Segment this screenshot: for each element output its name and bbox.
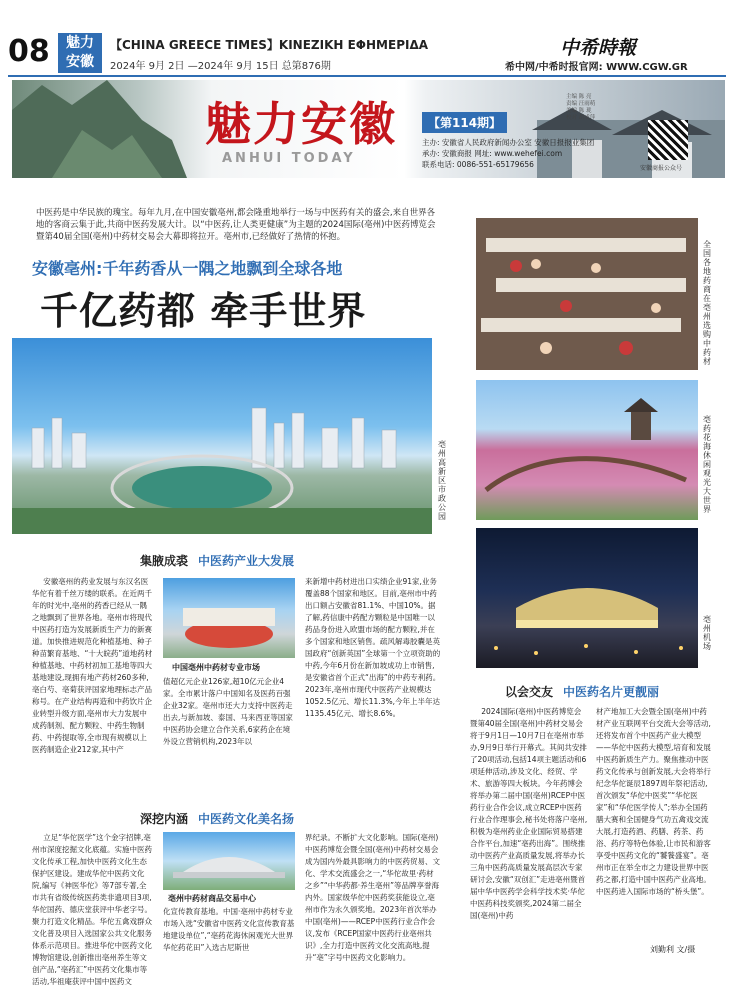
byline: 刘勤利 文/摄 — [650, 945, 696, 954]
newspaper-logo: 中希時報 — [560, 37, 637, 59]
section-industry-heading — [140, 552, 294, 569]
section-tag-text: 魅力安徽 — [66, 35, 94, 70]
market-photo — [163, 578, 295, 658]
section-culture-title: 深挖内涵 — [140, 812, 189, 826]
city-photo-art — [12, 338, 432, 534]
masthead: 【CHINA GREECE TIMES】KINEZIKH EΦHMEPIΔA — [110, 38, 429, 52]
banner-title: 魅力安徽 — [205, 97, 397, 151]
date-line: 2024年 9月 2日 —2024年 9月 15日 总第876期 — [110, 61, 331, 72]
organizer-line: 承办: 安徽商报 网址: www.wehefei.com — [422, 149, 563, 158]
column-expo-2: 材产地加工大会暨全国(亳州)中药材产业互联网平台交流大会等活动,还将发布首个中医药产业大模型——华佗中医药大模型,培育和发展中医药新质生产力。聚焦推动中医药文化传承与创新发展,大会将举行纪念华佗诞辰1897周年祭祀活动,首次颁发“华佗中医奖”“华佗医家”和“华佗医学传人”;举办全国药膳大赛和全国健身气功五禽戏交流大展,打造药酒、药膳、药茶、药浴、药疗等特色体验,让市民和游客享受中医药文化的“饕餮盛宴”。亳州市正在举全市之力建设世界中医药之都,打造中国中医药产业高地。中医药进入国际市场的“桥头堡”。 — [596, 707, 711, 896]
section-industry-title: 集腋成裘 — [140, 554, 189, 568]
trade-center-photo-art — [163, 832, 295, 890]
section-culture-heading — [140, 810, 294, 827]
qr-label: 安徽商报公众号 — [640, 165, 683, 172]
qr-code[interactable] — [648, 120, 688, 160]
trade-center-photo — [163, 832, 295, 890]
staff-line: 校对 胡成萍 — [566, 115, 596, 121]
flowers-caption: 亳药花海休闲观光大世界 — [703, 415, 711, 514]
city-photo — [12, 338, 432, 534]
column-culture-1: 立足“华佗医学”这个金字招牌,亳州市深度挖掘文化底蕴。实施中医药文化传承工程,加快中医药文化生态保护区建设。建成华佗中医药文化院,编写《神医华佗》等7部专著,全市共有省级传统医药类非遗项目3项,华佗国药、德庆堂获评中华老字号。聚力打造文化精品。华佗五禽戏群众文化普及项目入选国家公共文化服务体系示范项目。推进华佗中医药文化博物馆建设,创新推出亳州养生等文创产品,“亳药汇”中医药文化集市等活动,华祖庵获评中国中医药文 — [32, 833, 152, 986]
airport-caption: 亳州机场 — [703, 615, 711, 651]
column-culture-2: 化宣传教育基地。中国·亳州中药材专业市场入选“安徽省中医药文化宣传教育基地建设单位”,“亳药花海休闲观光大世界华佗药花田”入选古尼斯世 — [163, 907, 295, 952]
issue-badge: 【第114期】 — [422, 112, 507, 133]
staff-line: 美编 陈 珑 — [566, 108, 592, 114]
column-industry-1: 安徽亳州的药业发展与东汉名医华佗有着千丝万缕的联系。在近两千年的时光中,亳州的药香已经从一隅之地飘到了世界各地。亳州市将现代中医药打造为发展新质生产力的新赛道。加快推进规范化种植基地、种子种苗繁育基地、“十大皖药”道地药材种植基地、中药材初加工基地等四大基地建设,现拥有地产药材260多种,亳白芍、亳菊获评国家地理标志产品称号。在产业结构再造和中药饮片企业转型升级方面,亳州市大力发展中成药制剂、配方颗粒、中药生物制药、中药提取等,全市现有规模以上医药制造企业212家,其中产 — [32, 577, 153, 754]
city-caption: 亳州高新区市政公园 — [438, 440, 446, 521]
section-expo-heading — [505, 683, 659, 700]
airport-photo — [476, 528, 698, 668]
section-expo-subtitle: 中医药名片更靓丽 — [563, 685, 660, 699]
website-line[interactable]: 希中网/中希时报官网: WWW.CGW.GR — [505, 62, 688, 73]
expo-caption: 全国各地药商在亳州选购中药材 — [703, 240, 711, 366]
expo-photo-art — [476, 218, 698, 370]
flower-field-photo — [476, 380, 698, 520]
page-number: 08 — [8, 34, 50, 69]
market-photo-art — [163, 578, 295, 658]
header-rule — [8, 75, 726, 77]
column-expo-1: 2024国际(亳州)中医药博览会暨第40届全国(亳州)中药材交易会将于9月1日—10月7日在亳州市举办,9月9日举行开幕式。其间共安排了20项活动,包括14项主题活动和6项延伸活动,涉及文化、经贸、学术、旅游等四大板块。今年药博会将举办第二届中国(亳州)RCEP中医药行业合作会议,成立RCEP中医药行业合作理事会,秘书处将落户亳州,积极为亳州药业企业国际贸易搭建合作平台,加速“亳药出海”。围绕推动中医药产业高质量发展,将举办长三角中医药高质量发展高层次专家研讨会,安徽“双创汇”走进亳州暨首届中华中医药学会科学技术奖·华佗中医药科技奖颁奖,2024第二届全国(亳州)中药 — [470, 707, 588, 920]
market-caption: 中国亳州中药材专业市场 — [172, 663, 260, 672]
expo-photo — [476, 218, 698, 370]
flower-field-photo-art — [476, 380, 698, 520]
banner-subtitle: ANHUI TODAY — [222, 151, 356, 166]
airport-photo-art — [476, 528, 698, 668]
main-headline: 千亿药都 牵手世界 — [40, 289, 367, 333]
column-industry-3: 来新增中药材进出口实绩企业91家,业务覆盖88个国家和地区。目前,亳州市中药出口额占安徽省81.1%、中国10%。据了解,药信康中药配方颗粒是中国唯一以药品身份进入欧盟市场的配方颗粒,并在多个国家和地区销售。疏风解毒胶囊是英国政府“创新英国”全球第一个立项资助的中药,今年6月份在新加坡成功上市销售,是安徽省首个正式“出海”的中药专利药。2023年,亳州市现代中医药产业规模达1052.5亿元、增长11.3%,今年上半年达1135.45亿元、增长8.6%。 — [305, 577, 441, 718]
staff-line: 责编 汪雨萌 — [566, 101, 596, 107]
section-expo-title: 以会交友 — [505, 685, 554, 699]
lead-paragraph: 中医药是中华民族的瑰宝。每年九月,在中国安徽亳州,都会隆重地举行一场与中医药有关的盛会,来自世界各地的客商云集于此,共商中医药发展大计。以“中医药,让人类更健康”为主题的2024国际(亳州)中医药博览会暨第40届全国(亳州)中药材交易会大幕即将拉开。亳州市,已经做好了热情的怀抱。 — [36, 208, 436, 242]
section-industry-subtitle: 中医药产业大发展 — [198, 554, 295, 568]
column-industry-2: 值超亿元企业126家,超10亿元企业4家。全市累计落户中国知名及医药百强企业32家。亳州市还大力支持中医药走出去,与新加坡、泰国、马来西亚等国家中医药协会建立合作关系,6家药企在境外设立营销机构,2023年以 — [163, 677, 293, 746]
column-culture-3: 界纪录。不断扩大文化影响。国际(亳州)中医药博览会暨全国(亳州)中药材交易会成为国内外最具影响力的中医药贸易、文化、学术交流盛会之一,“华佗故里·药材之乡”“中华药都·养生亳州”等品牌享誉海内外。国家级华佗中医药奖获能设立,亳州市作为永久颁奖地。2023年首次举办中国(亳州)——RCEP中医药行业合作会议,发布《RCEP国家中医药行业亳州共识》,全力打造中医药文化交流高地,提升“亳”字号中医药文化影响力。 — [305, 833, 440, 962]
deck-headline: 安徽亳州:千年药香从一隅之地飘到全球各地 — [32, 259, 343, 278]
section-culture-subtitle: 中医药文化美名扬 — [198, 812, 295, 826]
phone-line: 联系电话: 0086-551-65179656 — [422, 160, 534, 169]
staff-line: 主编 陈 亮 — [566, 94, 592, 100]
trade-center-caption: 亳州中药材商品交易中心 — [168, 894, 256, 903]
sponsor-line: 主办: 安徽省人民政府新闻办公室 安徽日报报业集团 — [422, 138, 595, 147]
section-tag — [58, 33, 102, 73]
